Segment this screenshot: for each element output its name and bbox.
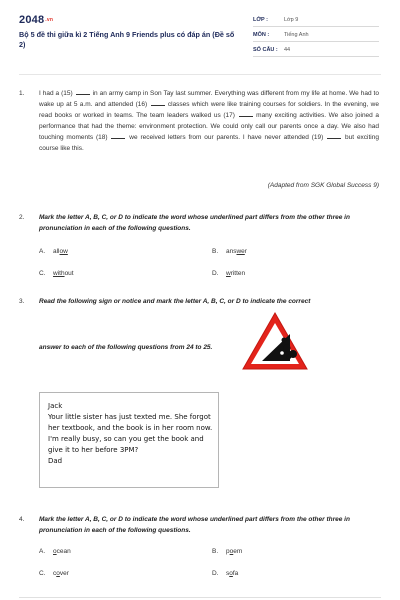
site-logo[interactable]: 2048.vn (19, 14, 54, 26)
blank-16[interactable] (151, 99, 165, 106)
dad-note (39, 392, 219, 488)
question-3-instruction-a: Read the following sign or notice and mark the letter A, B, C, or D to indicate the correct (39, 298, 311, 305)
meta-subject: MÔN : Tiếng Anh (253, 31, 379, 42)
note-line: Jack (48, 402, 63, 410)
q4-option-c[interactable]: C. cover (39, 570, 69, 577)
note-line: her textbook, and the book is in her room now. (48, 424, 213, 432)
falling-rocks-warning-icon (240, 310, 310, 372)
question-1-number: 1. (19, 90, 25, 97)
question-4-instruction: Mark the letter A, B, C, or D to indicate the word whose underlined part differs from the other three in pronunciation in each of the following questions. (39, 516, 350, 534)
q2-option-a[interactable]: A. allow (39, 248, 68, 255)
note-line: I'm really busy, so can you get the book and (48, 435, 204, 443)
blank-18[interactable] (111, 132, 125, 139)
q4-option-a[interactable]: A. ocean (39, 548, 71, 555)
question-2-number: 2. (19, 214, 25, 221)
meta-question-count: SỐ CÂU : 44 (253, 46, 379, 57)
q2-option-c[interactable]: C. without (39, 270, 74, 277)
question-3-number: 3. (19, 298, 25, 305)
header-divider (19, 74, 381, 75)
question-1-passage: I had a (15) in an army camp in Son Tay last summer. Everything was different from my life at home. We had to wake up at 5 a.m. and attended (16) classes which were like training courses for soldiers. In the evening, we read books or worked in teams. The team leaders walked us (17) many exciting activities. We also joined a performance that had the theme: environment protection. We could only call our parents once a day. We also had touching moments (18) we received letters from our parents. I have never attended (19) but exciting course like this. (39, 90, 380, 152)
q4-option-b[interactable]: B. poem (212, 548, 243, 555)
q2-option-b[interactable]: B. answer (212, 248, 247, 255)
question-4-number: 4. (19, 516, 25, 523)
note-line: Your little sister has just texted me. She forgot (48, 413, 211, 421)
blank-17[interactable] (239, 110, 253, 117)
q4-option-d[interactable]: D. sofa (212, 570, 239, 577)
footer-divider (19, 597, 381, 598)
document-title: Bộ 5 đề thi giữa kì 2 Tiếng Anh 9 Friends plus có đáp án (Đề số 2) (19, 30, 235, 49)
blank-15[interactable] (76, 88, 90, 95)
meta-class: LỚP : Lớp 9 (253, 16, 379, 27)
q2-option-d[interactable]: D. written (212, 270, 246, 277)
question-2-instruction: Mark the letter A, B, C, or D to indicate the word whose underlined part differs from the other three in pronunciation in each of the following questions. (39, 214, 350, 232)
blank-19[interactable] (327, 132, 341, 139)
note-line: give it to her before 3PM? (48, 446, 139, 454)
question-3-instruction-b: answer to each of the following questions from 24 to 25. (39, 344, 213, 351)
note-line: Dad (48, 457, 63, 465)
passage-source: (Adapted from SGK Global Success 9) (267, 182, 379, 189)
